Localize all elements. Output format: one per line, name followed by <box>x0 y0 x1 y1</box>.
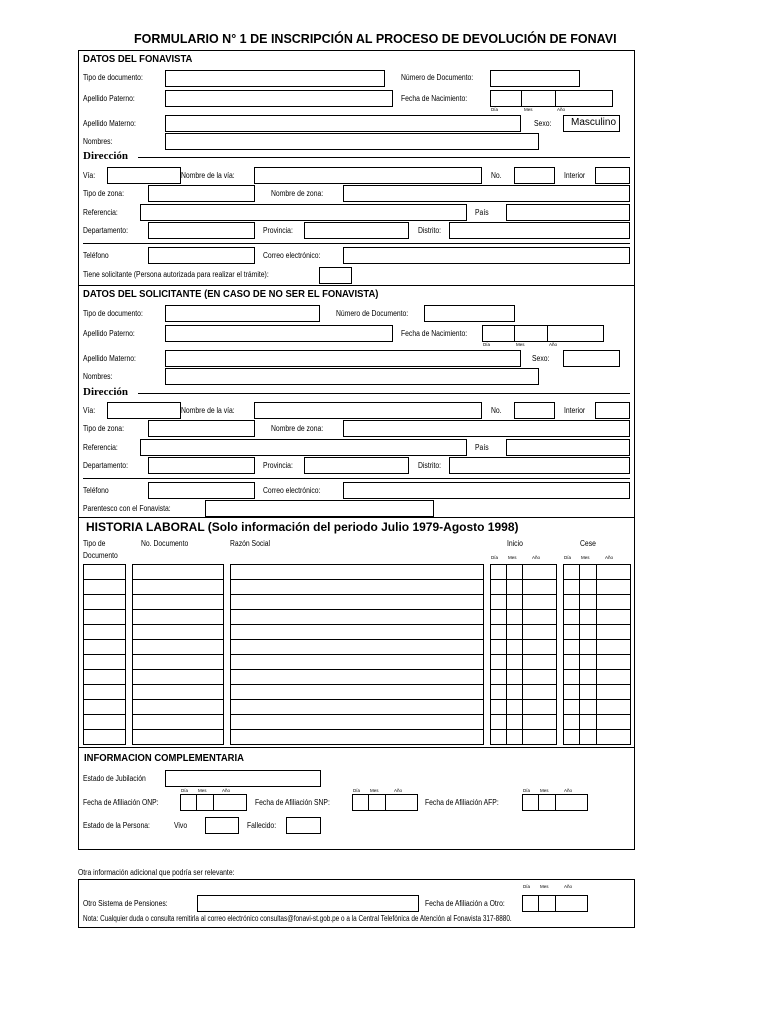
sol-nombre-zona-label: Nombre de zona: <box>271 424 324 433</box>
dia-label: Día <box>523 884 531 889</box>
sol-departamento-label: Departamento: <box>83 461 128 470</box>
estado-persona-label: Estado de la Persona: <box>83 821 150 830</box>
sol-pais-label: País <box>475 443 489 452</box>
sol-correo-label: Correo electrónico: <box>263 486 321 495</box>
ano-label: Año <box>564 884 573 889</box>
mes-label: Mes <box>370 788 379 793</box>
sol-referencia-label: Referencia: <box>83 443 118 452</box>
dia-label: Día <box>353 788 361 793</box>
ano-label: Año <box>564 788 573 793</box>
nombre-via-label: Nombre de la vía: <box>181 171 235 180</box>
fallecido-label: Fallecido: <box>247 821 277 830</box>
fecha-snp-label: Fecha de Afiliación SNP: <box>255 798 330 807</box>
vivo-checkbox[interactable] <box>205 817 239 834</box>
dia-label: Día <box>564 555 572 560</box>
nombres-label: Nombres: <box>83 137 113 146</box>
tipo-zona-label: Tipo de zona: <box>83 189 124 198</box>
telefono-label: Teléfono <box>83 251 109 260</box>
mes-label: Mes <box>540 788 549 793</box>
no-label: No. <box>491 171 502 180</box>
nombre-zona-label: Nombre de zona: <box>271 189 324 198</box>
numero-documento-label: Número de Documento: <box>401 73 474 82</box>
sol-apellido-paterno-label: Apellido Paterno: <box>83 329 135 338</box>
fecha-afp-ano[interactable] <box>555 794 588 811</box>
provincia-label: Provincia: <box>263 226 293 235</box>
documento-col-label: Documento <box>83 551 118 560</box>
estado-jubilacion-field[interactable] <box>165 770 321 787</box>
dia-label: Día <box>181 788 189 793</box>
apellido-paterno-label: Apellido Paterno: <box>83 94 135 103</box>
cese-col-label: Cese <box>580 539 596 548</box>
vivo-label: Vivo <box>174 821 188 830</box>
inicio-col-label: Inicio <box>507 539 523 548</box>
fonavista-header: DATOS DEL FONAVISTA <box>83 53 193 65</box>
ano-label: Año <box>532 555 541 560</box>
interior-label: Interior <box>564 171 586 180</box>
sexo-value: Masculino <box>571 117 617 128</box>
sol-fecha-nacimiento-label: Fecha de Nacimiento: <box>401 329 468 338</box>
fallecido-checkbox[interactable] <box>286 817 321 834</box>
mes-label: Mes <box>524 107 533 112</box>
mes-label: Mes <box>516 342 525 347</box>
historia-header: HISTORIA LABORAL (Solo información del periodo Julio 1979-Agosto 1998) <box>86 520 519 534</box>
ano-label: Año <box>557 107 566 112</box>
sol-distrito-label: Distrito: <box>418 461 442 470</box>
dia-label: Día <box>483 342 491 347</box>
fecha-nacimiento-label: Fecha de Nacimiento: <box>401 94 468 103</box>
mes-label: Mes <box>198 788 207 793</box>
pais-label: País <box>475 208 489 217</box>
ano-label: Año <box>549 342 558 347</box>
tipo-documento-label: Tipo de documento: <box>83 73 143 82</box>
sol-telefono-label: Teléfono <box>83 486 109 495</box>
otra-info-intro: Otra información adicional que podría ser relevante: <box>78 868 235 877</box>
dia-label: Día <box>491 107 499 112</box>
fecha-onp-label: Fecha de Afiliación ONP: <box>83 798 159 807</box>
solicitante-header: DATOS DEL SOLICITANTE (EN CASO DE NO SER EL FONAVISTA) <box>83 288 379 300</box>
fecha-otro-label: Fecha de Afiliación a Otro: <box>425 899 505 908</box>
fecha-afp-label: Fecha de Afiliación AFP: <box>425 798 499 807</box>
sol-numero-documento-label: Número de Documento: <box>336 309 409 318</box>
sol-nombres-label: Nombres: <box>83 372 113 381</box>
tipo-col-label: Tipo de <box>83 539 106 548</box>
apellido-materno-label: Apellido Materno: <box>83 119 136 128</box>
fecha-afp-dia[interactable] <box>522 794 539 811</box>
dia-label: Día <box>523 788 531 793</box>
referencia-label: Referencia: <box>83 208 118 217</box>
fecha-otro-mes[interactable] <box>538 895 556 912</box>
sol-no-label: No. <box>491 406 502 415</box>
mes-label: Mes <box>508 555 517 560</box>
fecha-afp-mes[interactable] <box>538 794 556 811</box>
via-label: Vía: <box>83 171 96 180</box>
otro-sistema-label: Otro Sistema de Pensiones: <box>83 899 168 908</box>
ano-label: Año <box>605 555 614 560</box>
fecha-otro-dia[interactable] <box>522 895 539 912</box>
correo-label: Correo electrónico: <box>263 251 321 260</box>
sol-via-label: Vía: <box>83 406 96 415</box>
sol-provincia-label: Provincia: <box>263 461 293 470</box>
mes-label: Mes <box>581 555 590 560</box>
sol-interior-label: Interior <box>564 406 586 415</box>
sol-tipo-zona-label: Tipo de zona: <box>83 424 124 433</box>
fecha-snp-mes[interactable] <box>368 794 386 811</box>
fecha-snp-ano[interactable] <box>385 794 418 811</box>
ano-label: Año <box>222 788 231 793</box>
estado-jubilacion-label: Estado de Jubilación <box>83 774 146 783</box>
tiene-solicitante-label: Tiene solicitante (Persona autorizada para realizar el trámite): <box>83 270 269 279</box>
fecha-onp-dia[interactable] <box>180 794 197 811</box>
sol-tipo-documento-label: Tipo de documento: <box>83 309 143 318</box>
fecha-onp-mes[interactable] <box>196 794 214 811</box>
departamento-label: Departamento: <box>83 226 128 235</box>
dia-label: Día <box>491 555 499 560</box>
form-title: FORMULARIO N° 1 DE INSCRIPCIÓN AL PROCESO DE DEVOLUCIÓN DE FONAVI <box>134 32 617 46</box>
sol-apellido-materno-label: Apellido Materno: <box>83 354 136 363</box>
complementaria-header: INFORMACION COMPLEMENTARIA <box>84 752 244 764</box>
razon-social-col-label: Razón Social <box>230 539 271 548</box>
fecha-onp-ano[interactable] <box>213 794 247 811</box>
distrito-label: Distrito: <box>418 226 442 235</box>
parentesco-label: Parentesco con el Fonavista: <box>83 504 171 513</box>
sexo-label: Sexo: <box>534 119 552 128</box>
nota-text: Nota: Cualquier duda o consulta remitirla al correo electrónico consultas@fonavi-st.gob.pe o a la Central Telefónica de Atención al Fonavista 317-8880. <box>83 914 512 923</box>
mes-label: Mes <box>540 884 549 889</box>
sol-sexo-label: Sexo: <box>532 354 550 363</box>
fecha-otro-ano[interactable] <box>555 895 588 912</box>
fecha-snp-dia[interactable] <box>352 794 369 811</box>
no-documento-col-label: No. Documento <box>141 539 189 548</box>
otro-sistema-field[interactable] <box>197 895 419 912</box>
ano-label: Año <box>394 788 403 793</box>
direccion-heading: Dirección <box>83 150 129 162</box>
sol-nombre-via-label: Nombre de la vía: <box>181 406 235 415</box>
sol-direccion-heading: Dirección <box>83 386 129 398</box>
